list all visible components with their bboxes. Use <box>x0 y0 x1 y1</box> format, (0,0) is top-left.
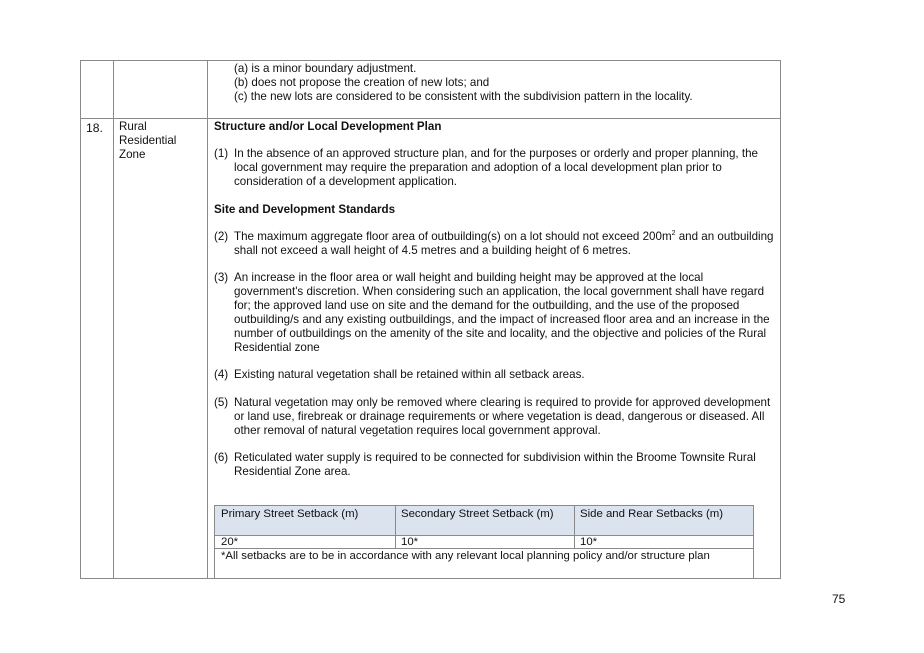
table-row-divider <box>215 548 753 549</box>
setback-table <box>214 505 754 579</box>
table-row-divider <box>215 535 753 536</box>
clause-label: (4) <box>214 368 229 381</box>
value-secondary-street: 10* <box>401 536 419 548</box>
row-divider <box>81 118 780 119</box>
clause-label: (5) <box>214 396 229 409</box>
page-number: 75 <box>832 592 846 606</box>
clause-text: Reticulated water supply is required to be connected for subdivision within the Broome Townsite Rural Residential Zone area. <box>234 451 756 478</box>
clause-text: Natural vegetation may only be removed where clearing is required to provide for approved development or land use, firebreak or drainage requirements or where vegetation is dead, dangerous or diseased. All other removal of natural vegetation requires local government approval. <box>234 396 771 437</box>
clause-4 <box>214 368 774 382</box>
clause-2 <box>214 230 774 258</box>
heading-site-standards: Site and Development Standards <box>214 203 396 216</box>
setback-note: *All setbacks are to be in accordance with any relevant local planning policy and/or structure plan <box>221 550 710 562</box>
value-primary-street: 20* <box>221 536 239 548</box>
zone-name-line-1: Rural <box>119 120 147 133</box>
table-column-divider <box>574 506 575 548</box>
clause-text: Existing natural vegetation shall be retained within all setback areas. <box>234 368 585 381</box>
clause-text: In the absence of an approved structure plan, and for the purposes or orderly and proper planning, the local government may require the preparation and adoption of a local development plan prior to consideration of a development application. <box>234 147 758 188</box>
clause-1 <box>214 147 774 189</box>
continuation-line-a: (a) is a minor boundary adjustment. <box>234 62 417 75</box>
clause-label: (1) <box>214 147 229 160</box>
zoning-table <box>80 60 781 579</box>
clause-label: (6) <box>214 451 229 464</box>
zone-name-line-2: Residential <box>119 134 177 147</box>
clause-3 <box>214 271 774 355</box>
clause-text: An increase in the floor area or wall height and building height may be approved at the local government's discretion. When considering such an application, the local government shall have regard for; the approved land use on site and the demand for the outbuilding, and the use of the proposed outbuilding/s and any existing outbuildings, and the impact of increased floor area and an increase in the number of outbuildings on the amenity of the site and locality, and the objective and policies of the Rural Residential zone <box>234 271 770 354</box>
row-number: 18. <box>86 121 103 135</box>
clause-6 <box>214 451 774 479</box>
column-divider <box>113 61 114 578</box>
header-secondary-street: Secondary Street Setback (m) <box>401 508 554 520</box>
column-divider <box>207 61 208 578</box>
header-side-rear: Side and Rear Setbacks (m) <box>580 508 724 520</box>
clause-text: The maximum aggregate floor area of outbuilding(s) on a lot should not exceed $200m^2$ and an outbuilding shall not exceed a wall height of 4.5 metres and a building height of 6 metres. <box>234 230 774 257</box>
continuation-line-b: (b) does not propose the creation of new lots; and <box>234 76 490 89</box>
value-side-rear: 10* <box>580 536 598 548</box>
heading-structure-plan: Structure and/or Local Development Plan <box>214 120 442 133</box>
zone-name-line-3: Zone <box>119 148 146 161</box>
clause-label: (2) <box>214 230 229 243</box>
clause-5 <box>214 396 774 438</box>
clause-label: (3) <box>214 271 229 284</box>
table-column-divider <box>395 506 396 548</box>
header-primary-street: Primary Street Setback (m) <box>221 508 359 520</box>
continuation-line-c: (c) the new lots are considered to be consistent with the subdivision pattern in the locality. <box>234 90 693 103</box>
